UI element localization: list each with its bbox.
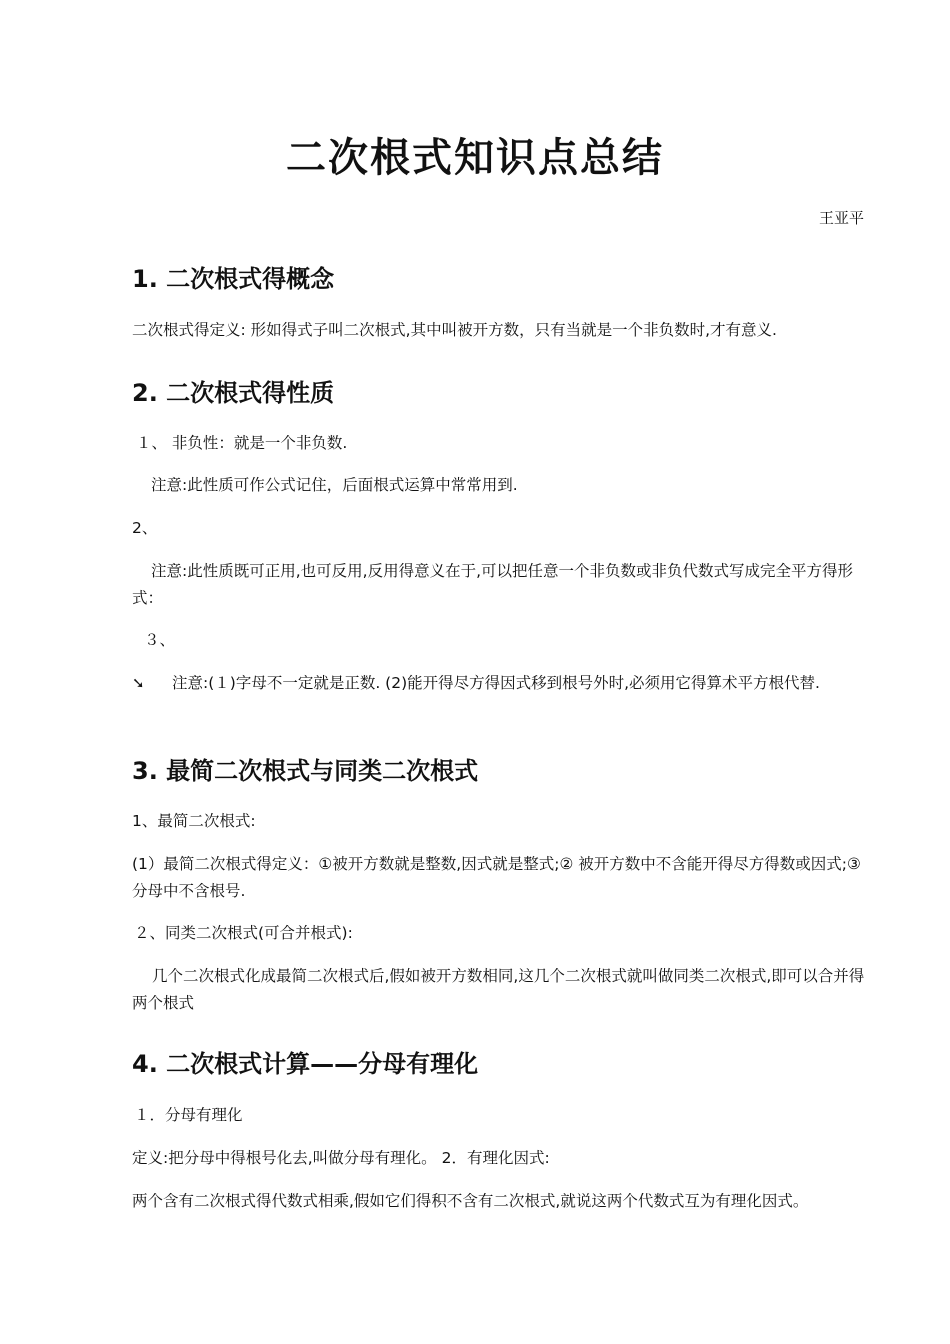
section-1-heading: 1. 二次根式得概念 [132, 265, 335, 293]
similar-radical-label: ２、同类二次根式(可合并根式): [134, 924, 353, 942]
section-1-definition: 二次根式得定义: 形如得式子叫二次根式,其中叫被开方数，只有当就是一个非负数时,才有意义. [132, 321, 777, 339]
property-3-note-text: 注意:(１)字母不一定就是正数. (2)能开得尽方得因式移到根号外时,必须用它得算术平方根代替. [172, 674, 820, 692]
rationalizing-factor-definition: 两个含有二次根式得代数式相乘,假如它们得积不含有二次根式,就说这两个代数式互为有理化因式。 [132, 1192, 809, 1210]
section-3-heading: 3. 最简二次根式与同类二次根式 [132, 757, 479, 785]
rationalize-label: １．分母有理化 [134, 1106, 243, 1124]
section-2-heading: 2. 二次根式得性质 [132, 379, 335, 407]
property-2-text: 2、 [132, 519, 158, 537]
document-title: 二次根式知识点总结 [286, 135, 664, 181]
property-2-note: 注意:此性质既可正用,也可反用,反用得意义在于,可以把任意一个非负数或非负代数式写成完全平方得形式： [132, 562, 854, 607]
rationalize-definition: 定义:把分母中得根号化去,叫做分母有理化。 2．有理化因式: [132, 1149, 550, 1167]
section-4-heading: 4. 二次根式计算——分母有理化 [132, 1050, 479, 1078]
arrow-icon: ➘ [132, 674, 145, 692]
property-1-text: １、 非负性：就是一个非负数. [136, 434, 348, 452]
author-name: 王亚平 [818, 209, 864, 227]
property-3-text: ３、 [144, 631, 176, 649]
simplest-radical-definition: (1）最简二次根式得定义：①被开方数就是整数,因式就是整式;② 被开方数中不含能开得尽方得数或因式;③分母中不含根号. [132, 855, 861, 900]
similar-radical-definition: 几个二次根式化成最简二次根式后,假如被开方数相同,这几个二次根式就叫做同类二次根式,即可以合并得两个根式 [132, 967, 865, 1012]
property-1-note: 注意:此性质可作公式记住，后面根式运算中常常用到. [151, 476, 518, 494]
simplest-radical-label: 1、最简二次根式: [132, 812, 256, 830]
property-3-note [132, 670, 867, 697]
